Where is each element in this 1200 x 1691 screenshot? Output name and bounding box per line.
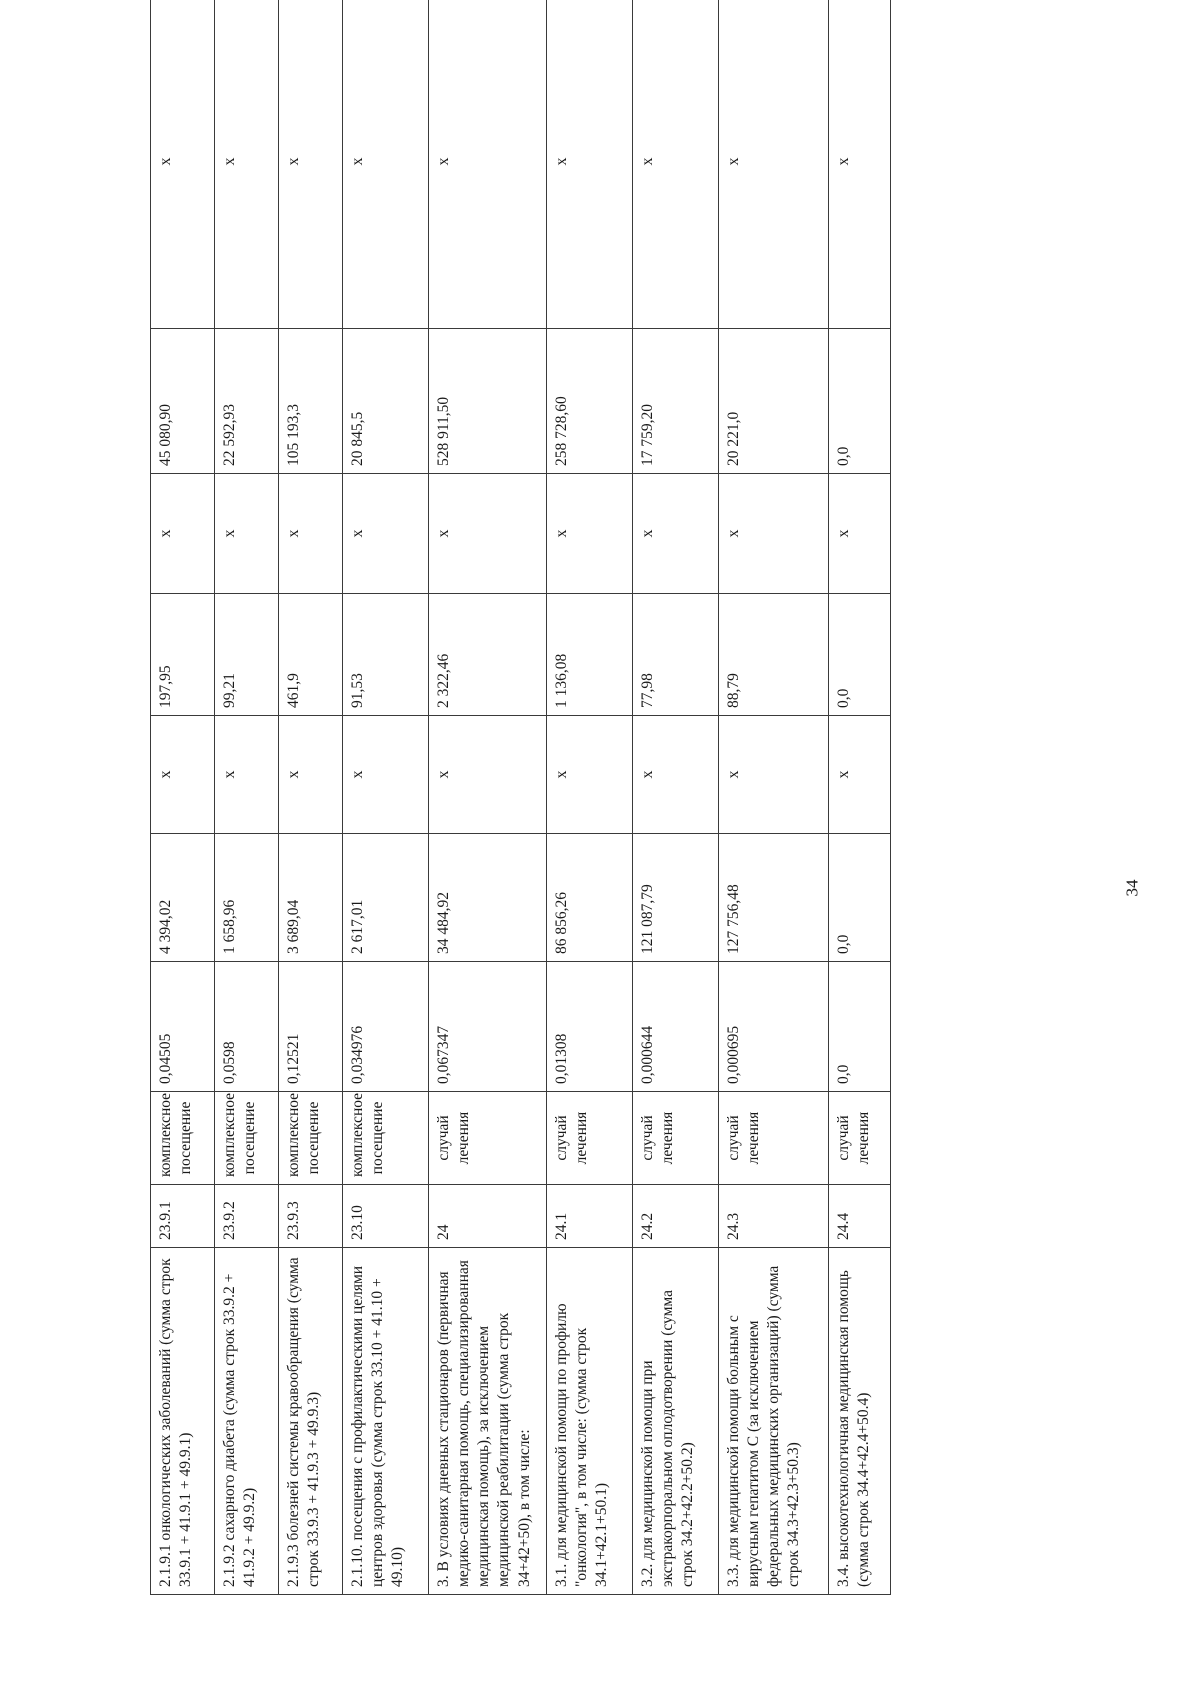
- row-unit-cell: случай лечения: [719, 1092, 829, 1185]
- row-x-cell: х: [719, 0, 829, 329]
- row-x-cell: х: [151, 0, 215, 329]
- row-value-cell: 0,04505: [151, 962, 215, 1092]
- row-value-cell: 77,98: [633, 594, 719, 716]
- row-value-cell: 0,12521: [279, 962, 343, 1092]
- row-value-cell: 88,79: [719, 594, 829, 716]
- row-x-cell: х: [215, 716, 279, 834]
- table-row: [429, 0, 547, 1595]
- row-x-cell: х: [829, 0, 891, 329]
- table-row: [633, 0, 719, 1595]
- row-unit-cell: комплексное посещение: [151, 1092, 215, 1185]
- row-value-cell: 0,000695: [719, 962, 829, 1092]
- row-value-cell: 20 845,5: [343, 329, 429, 474]
- page-number: 34: [1122, 879, 1142, 897]
- rotated-page: [150, 95, 1010, 1595]
- row-code-cell: 23.9.3: [279, 1185, 343, 1248]
- row-value-cell: 45 080,90: [151, 329, 215, 474]
- row-unit-cell: случай лечения: [547, 1092, 633, 1185]
- row-x-cell: х: [429, 716, 547, 834]
- row-name-cell: 3.2. для медицинской помощи при экстракорпоральном оплодотворении (сумма строк 34.2+42.2+50.2): [633, 1248, 719, 1595]
- row-x-cell: х: [215, 474, 279, 594]
- table-row: [829, 0, 891, 1595]
- row-unit-cell: случай лечения: [829, 1092, 891, 1185]
- row-x-cell: х: [633, 474, 719, 594]
- row-x-cell: х: [547, 0, 633, 329]
- row-value-cell: 2 617,01: [343, 834, 429, 962]
- table-row: [215, 0, 279, 1595]
- row-x-cell: х: [829, 474, 891, 594]
- row-x-cell: х: [343, 0, 429, 329]
- row-value-cell: 20 221,0: [719, 329, 829, 474]
- table-row: [547, 0, 633, 1595]
- row-x-cell: х: [215, 0, 279, 329]
- row-code-cell: 24.4: [829, 1185, 891, 1248]
- table-row: [279, 0, 343, 1595]
- row-name-cell: 2.1.10. посещения с профилактическими целями центров здоровья (сумма строк 33.10 + 41.10 + 49.10): [343, 1248, 429, 1595]
- row-x-cell: х: [279, 0, 343, 329]
- row-x-cell: х: [719, 474, 829, 594]
- row-name-cell: 2.1.9.1 онкологических заболеваний (сумма строк 33.9.1 + 41.9.1 + 49.9.1): [151, 1248, 215, 1595]
- row-value-cell: 0,067347: [429, 962, 547, 1092]
- row-value-cell: 1 658,96: [215, 834, 279, 962]
- table-row: [343, 0, 429, 1595]
- data-table: [150, 0, 891, 1595]
- row-x-cell: х: [279, 474, 343, 594]
- row-value-cell: 105 193,3: [279, 329, 343, 474]
- row-code-cell: 24.3: [719, 1185, 829, 1248]
- row-value-cell: 0,0: [829, 329, 891, 474]
- row-value-cell: 4 394,02: [151, 834, 215, 962]
- row-name-cell: 3.4. высокотехнологичная медицинская помощь (сумма строк 34.4+42.4+50.4): [829, 1248, 891, 1595]
- row-value-cell: 22 592,93: [215, 329, 279, 474]
- row-x-cell: х: [547, 474, 633, 594]
- row-value-cell: 528 911,50: [429, 329, 547, 474]
- row-x-cell: х: [547, 716, 633, 834]
- row-unit-cell: случай лечения: [633, 1092, 719, 1185]
- table-row: [151, 0, 215, 1595]
- row-name-cell: 2.1.9.3 болезней системы кравообращения (сумма строк 33.9.3 + 41.9.3 + 49.9.3): [279, 1248, 343, 1595]
- row-x-cell: х: [429, 474, 547, 594]
- row-value-cell: 0,000644: [633, 962, 719, 1092]
- row-value-cell: 258 728,60: [547, 329, 633, 474]
- table-body: [151, 0, 891, 1595]
- table-row: [719, 0, 829, 1595]
- row-x-cell: х: [829, 716, 891, 834]
- row-value-cell: 2 322,46: [429, 594, 547, 716]
- row-value-cell: 17 759,20: [633, 329, 719, 474]
- row-value-cell: 461,9: [279, 594, 343, 716]
- row-value-cell: 99,21: [215, 594, 279, 716]
- row-code-cell: 24.2: [633, 1185, 719, 1248]
- row-value-cell: 197,95: [151, 594, 215, 716]
- row-code-cell: 23.9.2: [215, 1185, 279, 1248]
- row-x-cell: х: [429, 0, 547, 329]
- row-name-cell: 3.1. для медицинской помощи по профилю "онкология", в том числе: (сумма строк 34.1+42.1+50.1): [547, 1248, 633, 1595]
- row-value-cell: 86 856,26: [547, 834, 633, 962]
- row-value-cell: 0,0: [829, 962, 891, 1092]
- row-x-cell: х: [279, 716, 343, 834]
- row-name-cell: 2.1.9.2 сахарного диабета (сумма строк 33.9.2 + 41.9.2 + 49.9.2): [215, 1248, 279, 1595]
- row-value-cell: 1 136,08: [547, 594, 633, 716]
- row-value-cell: 0,01308: [547, 962, 633, 1092]
- row-code-cell: 24.1: [547, 1185, 633, 1248]
- row-name-cell: 3.3. для медицинской помощи больным с вирусным гепатитом С (за исключением федеральных медицинских организаций) (сумма строк 34.3+42.3+50.3): [719, 1248, 829, 1595]
- row-value-cell: 127 756,48: [719, 834, 829, 962]
- row-unit-cell: комплексное посещение: [343, 1092, 429, 1185]
- row-x-cell: х: [343, 474, 429, 594]
- row-x-cell: х: [151, 474, 215, 594]
- row-x-cell: х: [633, 716, 719, 834]
- row-code-cell: 23.10: [343, 1185, 429, 1248]
- row-value-cell: 0,034976: [343, 962, 429, 1092]
- row-value-cell: 34 484,92: [429, 834, 547, 962]
- row-x-cell: х: [151, 716, 215, 834]
- row-name-cell: 3. В условиях дневных стационаров (первичная медико-санитарная помощь, специализированная медицинская помощь), за исключением медицинской реабилитации (сумма строк 34+42+50), в том числе:: [429, 1248, 547, 1595]
- row-unit-cell: случай лечения: [429, 1092, 547, 1185]
- row-code-cell: 24: [429, 1185, 547, 1248]
- row-code-cell: 23.9.1: [151, 1185, 215, 1248]
- row-unit-cell: комплексное посещение: [215, 1092, 279, 1185]
- row-value-cell: 121 087,79: [633, 834, 719, 962]
- row-value-cell: 0,0598: [215, 962, 279, 1092]
- row-value-cell: 0,0: [829, 834, 891, 962]
- row-x-cell: х: [719, 716, 829, 834]
- row-value-cell: 3 689,04: [279, 834, 343, 962]
- row-unit-cell: комплексное посещение: [279, 1092, 343, 1185]
- row-value-cell: 0,0: [829, 594, 891, 716]
- row-value-cell: 91,53: [343, 594, 429, 716]
- row-x-cell: х: [633, 0, 719, 329]
- row-x-cell: х: [343, 716, 429, 834]
